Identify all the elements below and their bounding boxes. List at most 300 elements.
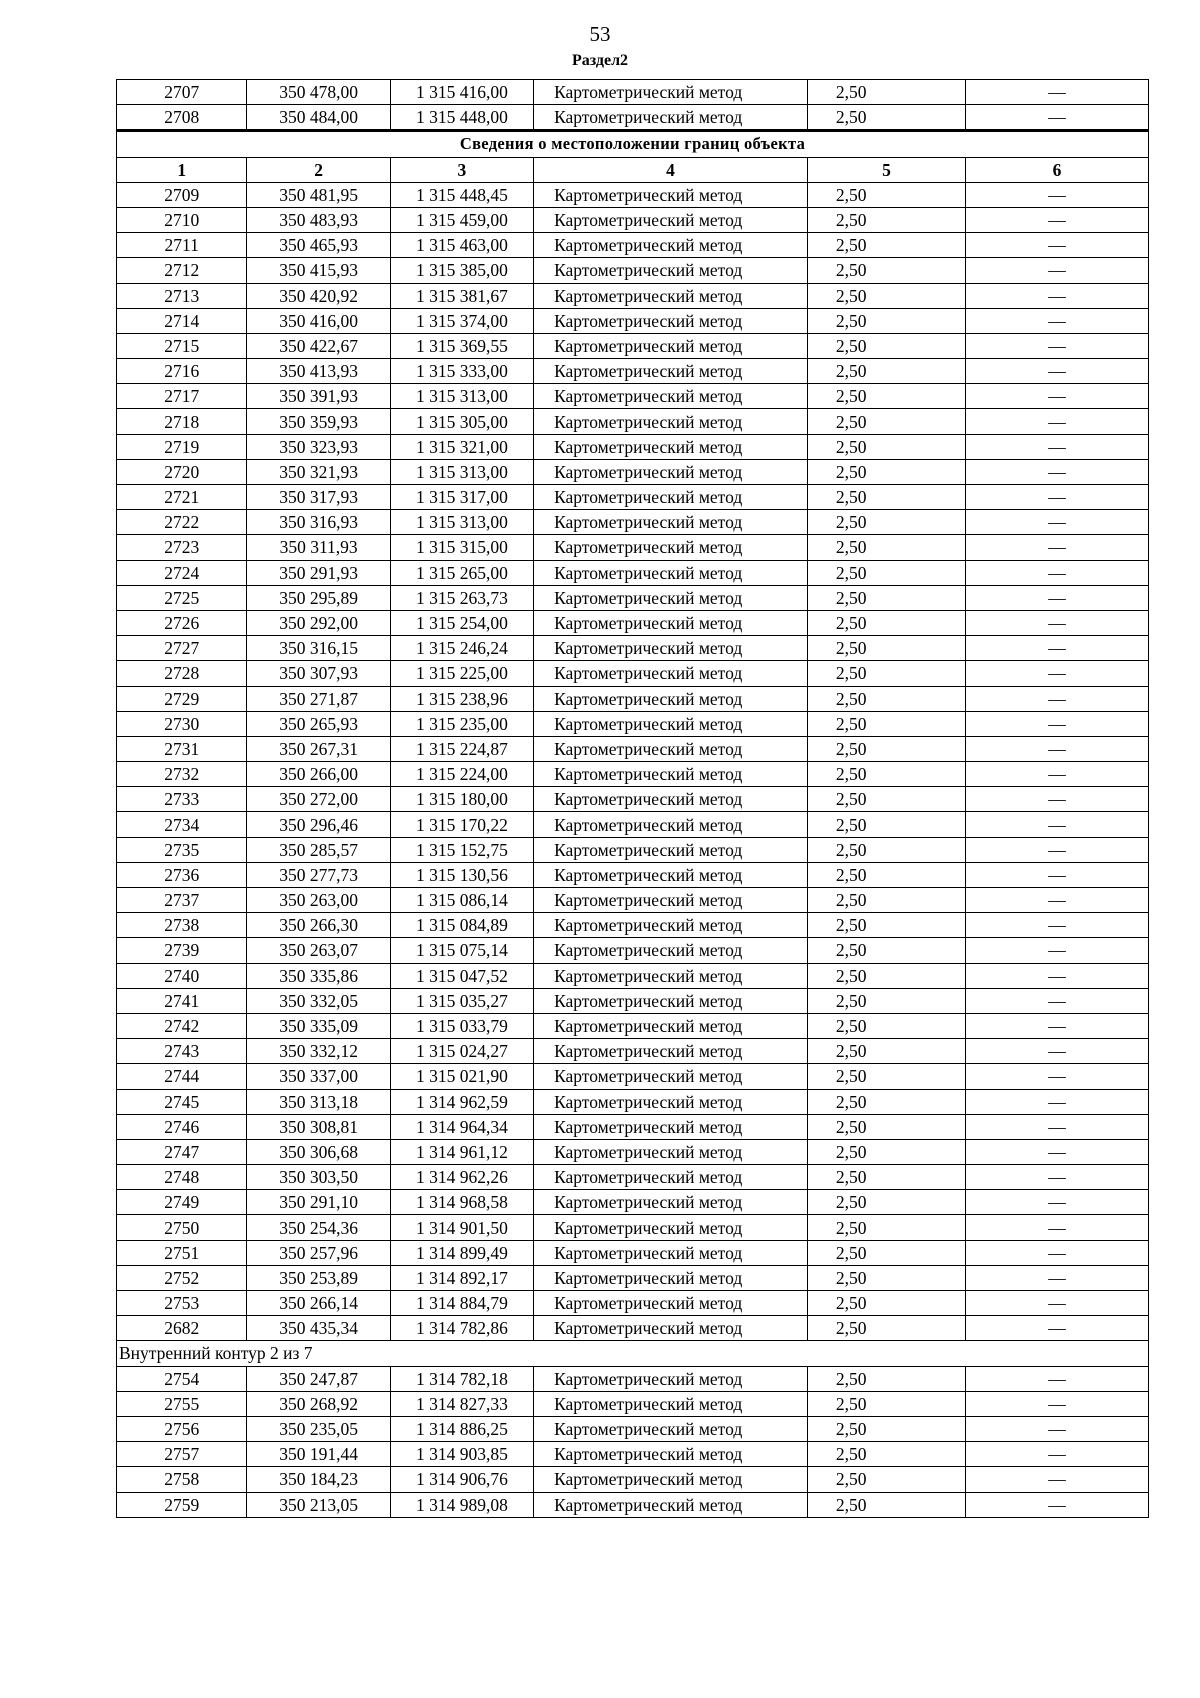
x-coordinate-cell: 350 317,93 (247, 485, 390, 510)
point-number-cell: 2714 (117, 308, 247, 333)
y-coordinate-cell: 1 314 884,79 (390, 1291, 533, 1316)
y-coordinate-cell: 1 315 224,00 (390, 762, 533, 787)
x-coordinate-cell: 350 272,00 (247, 787, 390, 812)
point-number-cell: 2729 (117, 686, 247, 711)
description-cell: — (966, 308, 1149, 333)
point-number-cell: 2744 (117, 1064, 247, 1089)
x-coordinate-cell: 350 235,05 (247, 1416, 390, 1441)
table-row (117, 1139, 1149, 1164)
method-cell: Картометрический метод (534, 1240, 808, 1265)
point-number-cell: 2733 (117, 787, 247, 812)
y-coordinate-cell: 1 315 313,00 (390, 510, 533, 535)
accuracy-cell: 2,50 (807, 1089, 965, 1114)
description-cell: — (966, 736, 1149, 761)
method-cell: Картометрический метод (534, 1442, 808, 1467)
point-number-cell: 2713 (117, 283, 247, 308)
description-cell: — (966, 963, 1149, 988)
x-coordinate-cell: 350 263,00 (247, 888, 390, 913)
x-coordinate-cell: 350 415,93 (247, 258, 390, 283)
accuracy-cell: 2,50 (807, 1291, 965, 1316)
accuracy-cell: 2,50 (807, 308, 965, 333)
x-coordinate-cell: 350 478,00 (247, 80, 390, 105)
description-cell: — (966, 1467, 1149, 1492)
method-cell: Картометрический метод (534, 1316, 808, 1341)
method-cell: Картометрический метод (534, 1467, 808, 1492)
accuracy-cell: 2,50 (807, 1416, 965, 1441)
point-number-cell: 2755 (117, 1391, 247, 1416)
point-number-cell: 2748 (117, 1165, 247, 1190)
y-coordinate-cell: 1 315 321,00 (390, 434, 533, 459)
table-row (117, 182, 1149, 207)
method-cell: Картометрический метод (534, 636, 808, 661)
x-coordinate-cell: 350 295,89 (247, 585, 390, 610)
table-row (117, 1391, 1149, 1416)
point-number-cell: 2741 (117, 988, 247, 1013)
table-row (117, 913, 1149, 938)
x-coordinate-cell: 350 481,95 (247, 182, 390, 207)
accuracy-cell: 2,50 (807, 1467, 965, 1492)
method-cell: Картометрический метод (534, 459, 808, 484)
table-row (117, 963, 1149, 988)
table-row (117, 510, 1149, 535)
accuracy-cell: 2,50 (807, 1492, 965, 1517)
y-coordinate-cell: 1 314 782,86 (390, 1316, 533, 1341)
point-number-cell: 2709 (117, 182, 247, 207)
description-cell: — (966, 762, 1149, 787)
table-row (117, 359, 1149, 384)
accuracy-cell: 2,50 (807, 485, 965, 510)
accuracy-cell: 2,50 (807, 333, 965, 358)
point-number-cell: 2716 (117, 359, 247, 384)
method-cell: Картометрический метод (534, 938, 808, 963)
point-number-cell: 2738 (117, 913, 247, 938)
table-row (117, 762, 1149, 787)
table-row (117, 409, 1149, 434)
point-number-cell: 2727 (117, 636, 247, 661)
accuracy-cell: 2,50 (807, 938, 965, 963)
point-number-cell: 2731 (117, 736, 247, 761)
accuracy-cell: 2,50 (807, 1215, 965, 1240)
method-cell: Картометрический метод (534, 1416, 808, 1441)
description-cell: — (966, 1391, 1149, 1416)
description-cell: — (966, 258, 1149, 283)
point-number-cell: 2747 (117, 1139, 247, 1164)
method-cell: Картометрический метод (534, 510, 808, 535)
x-coordinate-cell: 350 285,57 (247, 837, 390, 862)
accuracy-cell: 2,50 (807, 1391, 965, 1416)
method-cell: Картометрический метод (534, 988, 808, 1013)
y-coordinate-cell: 1 315 333,00 (390, 359, 533, 384)
x-coordinate-cell: 350 213,05 (247, 1492, 390, 1517)
table-row (117, 1190, 1149, 1215)
table-row (117, 1165, 1149, 1190)
point-number-cell: 2720 (117, 459, 247, 484)
table-row (117, 258, 1149, 283)
y-coordinate-cell: 1 315 238,96 (390, 686, 533, 711)
point-number-cell: 2717 (117, 384, 247, 409)
method-cell: Картометрический метод (534, 233, 808, 258)
accuracy-cell: 2,50 (807, 762, 965, 787)
x-coordinate-cell: 350 311,93 (247, 535, 390, 560)
x-coordinate-cell: 350 268,92 (247, 1391, 390, 1416)
method-cell: Картометрический метод (534, 308, 808, 333)
accuracy-cell: 2,50 (807, 812, 965, 837)
accuracy-cell: 2,50 (807, 988, 965, 1013)
point-number-cell: 2730 (117, 711, 247, 736)
method-cell: Картометрический метод (534, 711, 808, 736)
table-row (117, 711, 1149, 736)
accuracy-cell: 2,50 (807, 459, 965, 484)
x-coordinate-cell: 350 291,10 (247, 1190, 390, 1215)
point-number-cell: 2758 (117, 1467, 247, 1492)
method-cell: Картометрический метод (534, 207, 808, 232)
y-coordinate-cell: 1 314 989,08 (390, 1492, 533, 1517)
point-number-cell: 2736 (117, 862, 247, 887)
description-cell: — (966, 711, 1149, 736)
contour-label-row (117, 1341, 1149, 1366)
table-row (117, 1013, 1149, 1038)
description-cell: — (966, 1366, 1149, 1391)
description-cell: — (966, 1240, 1149, 1265)
description-cell: — (966, 1165, 1149, 1190)
table-row (117, 308, 1149, 333)
accuracy-cell: 2,50 (807, 1013, 965, 1038)
y-coordinate-cell: 1 315 448,45 (390, 182, 533, 207)
description-cell: — (966, 1215, 1149, 1240)
accuracy-cell: 2,50 (807, 1064, 965, 1089)
description-cell: — (966, 434, 1149, 459)
table-row (117, 1291, 1149, 1316)
point-number-cell: 2721 (117, 485, 247, 510)
point-number-cell: 2726 (117, 610, 247, 635)
x-coordinate-cell: 350 413,93 (247, 359, 390, 384)
accuracy-cell: 2,50 (807, 736, 965, 761)
y-coordinate-cell: 1 315 448,00 (390, 105, 533, 131)
x-coordinate-cell: 350 306,68 (247, 1139, 390, 1164)
description-cell: — (966, 233, 1149, 258)
point-number-cell: 2715 (117, 333, 247, 358)
accuracy-cell: 2,50 (807, 80, 965, 105)
y-coordinate-cell: 1 314 892,17 (390, 1265, 533, 1290)
x-coordinate-cell: 350 292,00 (247, 610, 390, 635)
accuracy-cell: 2,50 (807, 409, 965, 434)
point-number-cell: 2718 (117, 409, 247, 434)
y-coordinate-cell: 1 315 130,56 (390, 862, 533, 887)
method-cell: Картометрический метод (534, 1492, 808, 1517)
table-row (117, 1089, 1149, 1114)
contour-label: Внутренний контур 2 из 7 (117, 1341, 1149, 1366)
x-coordinate-cell: 350 332,12 (247, 1039, 390, 1064)
description-cell: — (966, 1089, 1149, 1114)
column-number-header: 4 (534, 157, 808, 182)
y-coordinate-cell: 1 314 903,85 (390, 1442, 533, 1467)
accuracy-cell: 2,50 (807, 207, 965, 232)
y-coordinate-cell: 1 315 086,14 (390, 888, 533, 913)
method-cell: Картометрический метод (534, 485, 808, 510)
column-number-header: 5 (807, 157, 965, 182)
point-number-cell: 2743 (117, 1039, 247, 1064)
description-cell: — (966, 1492, 1149, 1517)
table-row (117, 560, 1149, 585)
y-coordinate-cell: 1 315 263,73 (390, 585, 533, 610)
point-number-cell: 2719 (117, 434, 247, 459)
method-cell: Картометрический метод (534, 80, 808, 105)
method-cell: Картометрический метод (534, 1366, 808, 1391)
method-cell: Картометрический метод (534, 862, 808, 887)
method-cell: Картометрический метод (534, 1165, 808, 1190)
y-coordinate-cell: 1 315 463,00 (390, 233, 533, 258)
method-cell: Картометрический метод (534, 1089, 808, 1114)
accuracy-cell: 2,50 (807, 359, 965, 384)
method-cell: Картометрический метод (534, 409, 808, 434)
table-row (117, 988, 1149, 1013)
table-row (117, 1240, 1149, 1265)
description-cell: — (966, 384, 1149, 409)
method-cell: Картометрический метод (534, 283, 808, 308)
description-cell: — (966, 913, 1149, 938)
description-cell: — (966, 888, 1149, 913)
table-row (117, 434, 1149, 459)
accuracy-cell: 2,50 (807, 862, 965, 887)
method-cell: Картометрический метод (534, 535, 808, 560)
accuracy-cell: 2,50 (807, 258, 965, 283)
table-row (117, 80, 1149, 105)
point-number-cell: 2723 (117, 535, 247, 560)
description-cell: — (966, 988, 1149, 1013)
y-coordinate-cell: 1 315 369,55 (390, 333, 533, 358)
description-cell: — (966, 359, 1149, 384)
x-coordinate-cell: 350 332,05 (247, 988, 390, 1013)
method-cell: Картометрический метод (534, 787, 808, 812)
description-cell: — (966, 585, 1149, 610)
column-number-header: 1 (117, 157, 247, 182)
accuracy-cell: 2,50 (807, 1265, 965, 1290)
table-row (117, 333, 1149, 358)
x-coordinate-cell: 350 337,00 (247, 1064, 390, 1089)
point-number-cell: 2732 (117, 762, 247, 787)
x-coordinate-cell: 350 321,93 (247, 459, 390, 484)
table-row (117, 1215, 1149, 1240)
x-coordinate-cell: 350 191,44 (247, 1442, 390, 1467)
table-row (117, 888, 1149, 913)
accuracy-cell: 2,50 (807, 510, 965, 535)
method-cell: Картометрический метод (534, 1139, 808, 1164)
x-coordinate-cell: 350 316,15 (247, 636, 390, 661)
point-number-cell: 2740 (117, 963, 247, 988)
description-cell: — (966, 182, 1149, 207)
y-coordinate-cell: 1 314 901,50 (390, 1215, 533, 1240)
table-row (117, 459, 1149, 484)
description-cell: — (966, 1291, 1149, 1316)
table-row (117, 585, 1149, 610)
y-coordinate-cell: 1 315 024,27 (390, 1039, 533, 1064)
method-cell: Картометрический метод (534, 182, 808, 207)
description-cell: — (966, 787, 1149, 812)
table-row (117, 1039, 1149, 1064)
x-coordinate-cell: 350 308,81 (247, 1114, 390, 1139)
y-coordinate-cell: 1 315 084,89 (390, 913, 533, 938)
x-coordinate-cell: 350 303,50 (247, 1165, 390, 1190)
accuracy-cell: 2,50 (807, 434, 965, 459)
point-number-cell: 2749 (117, 1190, 247, 1215)
point-number-cell: 2734 (117, 812, 247, 837)
point-number-cell: 2712 (117, 258, 247, 283)
x-coordinate-cell: 350 291,93 (247, 560, 390, 585)
column-number-header: 6 (966, 157, 1149, 182)
table-row (117, 938, 1149, 963)
method-cell: Картометрический метод (534, 258, 808, 283)
y-coordinate-cell: 1 315 180,00 (390, 787, 533, 812)
accuracy-cell: 2,50 (807, 283, 965, 308)
description-cell: — (966, 610, 1149, 635)
point-number-cell: 2752 (117, 1265, 247, 1290)
accuracy-cell: 2,50 (807, 535, 965, 560)
table-row (117, 283, 1149, 308)
point-number-cell: 2725 (117, 585, 247, 610)
point-number-cell: 2751 (117, 1240, 247, 1265)
y-coordinate-cell: 1 315 170,22 (390, 812, 533, 837)
x-coordinate-cell: 350 313,18 (247, 1089, 390, 1114)
x-coordinate-cell: 350 307,93 (247, 661, 390, 686)
table-row (117, 207, 1149, 232)
y-coordinate-cell: 1 314 962,59 (390, 1089, 533, 1114)
point-number-cell: 2722 (117, 510, 247, 535)
description-cell: — (966, 105, 1149, 131)
table-row (117, 535, 1149, 560)
x-coordinate-cell: 350 391,93 (247, 384, 390, 409)
x-coordinate-cell: 350 277,73 (247, 862, 390, 887)
x-coordinate-cell: 350 422,67 (247, 333, 390, 358)
point-number-cell: 2739 (117, 938, 247, 963)
description-cell: — (966, 1442, 1149, 1467)
x-coordinate-cell: 350 266,30 (247, 913, 390, 938)
method-cell: Картометрический метод (534, 434, 808, 459)
table-row (117, 686, 1149, 711)
table-row (117, 1467, 1149, 1492)
accuracy-cell: 2,50 (807, 105, 965, 131)
column-number-row (117, 157, 1149, 182)
y-coordinate-cell: 1 314 782,18 (390, 1366, 533, 1391)
accuracy-cell: 2,50 (807, 913, 965, 938)
method-cell: Картометрический метод (534, 1064, 808, 1089)
table-row (117, 812, 1149, 837)
accuracy-cell: 2,50 (807, 1114, 965, 1139)
point-number-cell: 2682 (117, 1316, 247, 1341)
table-row (117, 1064, 1149, 1089)
description-cell: — (966, 560, 1149, 585)
point-number-cell: 2707 (117, 80, 247, 105)
table-row (117, 636, 1149, 661)
x-coordinate-cell: 350 435,34 (247, 1316, 390, 1341)
table-row (117, 1416, 1149, 1441)
accuracy-cell: 2,50 (807, 182, 965, 207)
table-row (117, 105, 1149, 131)
x-coordinate-cell: 350 483,93 (247, 207, 390, 232)
point-number-cell: 2745 (117, 1089, 247, 1114)
description-cell: — (966, 1039, 1149, 1064)
y-coordinate-cell: 1 315 265,00 (390, 560, 533, 585)
x-coordinate-cell: 350 296,46 (247, 812, 390, 837)
description-cell: — (966, 1190, 1149, 1215)
accuracy-cell: 2,50 (807, 1316, 965, 1341)
table-row (117, 1114, 1149, 1139)
table-row (117, 384, 1149, 409)
point-number-cell: 2710 (117, 207, 247, 232)
y-coordinate-cell: 1 315 047,52 (390, 963, 533, 988)
description-cell: — (966, 409, 1149, 434)
accuracy-cell: 2,50 (807, 610, 965, 635)
accuracy-cell: 2,50 (807, 1366, 965, 1391)
accuracy-cell: 2,50 (807, 661, 965, 686)
table-row (117, 862, 1149, 887)
description-cell: — (966, 485, 1149, 510)
y-coordinate-cell: 1 315 033,79 (390, 1013, 533, 1038)
accuracy-cell: 2,50 (807, 560, 965, 585)
method-cell: Картометрический метод (534, 837, 808, 862)
table-body (117, 80, 1149, 1518)
x-coordinate-cell: 350 257,96 (247, 1240, 390, 1265)
method-cell: Картометрический метод (534, 913, 808, 938)
x-coordinate-cell: 350 184,23 (247, 1467, 390, 1492)
description-cell: — (966, 535, 1149, 560)
description-cell: — (966, 333, 1149, 358)
description-cell: — (966, 661, 1149, 686)
method-cell: Картометрический метод (534, 105, 808, 131)
y-coordinate-cell: 1 314 968,58 (390, 1190, 533, 1215)
point-number-cell: 2750 (117, 1215, 247, 1240)
description-cell: — (966, 837, 1149, 862)
method-cell: Картометрический метод (534, 762, 808, 787)
y-coordinate-cell: 1 315 075,14 (390, 938, 533, 963)
section-banner: Сведения о местоположении границ объекта (117, 131, 1149, 157)
y-coordinate-cell: 1 314 906,76 (390, 1467, 533, 1492)
method-cell: Картометрический метод (534, 1114, 808, 1139)
y-coordinate-cell: 1 315 235,00 (390, 711, 533, 736)
description-cell: — (966, 1316, 1149, 1341)
point-number-cell: 2754 (117, 1366, 247, 1391)
method-cell: Картометрический метод (534, 1391, 808, 1416)
point-number-cell: 2708 (117, 105, 247, 131)
y-coordinate-cell: 1 314 964,34 (390, 1114, 533, 1139)
table-row (117, 610, 1149, 635)
accuracy-cell: 2,50 (807, 711, 965, 736)
y-coordinate-cell: 1 314 899,49 (390, 1240, 533, 1265)
method-cell: Картометрический метод (534, 812, 808, 837)
method-cell: Картометрический метод (534, 1265, 808, 1290)
method-cell: Картометрический метод (534, 661, 808, 686)
description-cell: — (966, 862, 1149, 887)
point-number-cell: 2759 (117, 1492, 247, 1517)
accuracy-cell: 2,50 (807, 233, 965, 258)
point-number-cell: 2746 (117, 1114, 247, 1139)
x-coordinate-cell: 350 484,00 (247, 105, 390, 131)
y-coordinate-cell: 1 315 035,27 (390, 988, 533, 1013)
y-coordinate-cell: 1 314 827,33 (390, 1391, 533, 1416)
table-row (117, 1265, 1149, 1290)
description-cell: — (966, 636, 1149, 661)
x-coordinate-cell: 350 359,93 (247, 409, 390, 434)
description-cell: — (966, 1265, 1149, 1290)
x-coordinate-cell: 350 266,14 (247, 1291, 390, 1316)
description-cell: — (966, 459, 1149, 484)
table-row (117, 661, 1149, 686)
point-number-cell: 2724 (117, 560, 247, 585)
x-coordinate-cell: 350 266,00 (247, 762, 390, 787)
accuracy-cell: 2,50 (807, 384, 965, 409)
method-cell: Картометрический метод (534, 359, 808, 384)
table-row (117, 837, 1149, 862)
accuracy-cell: 2,50 (807, 1165, 965, 1190)
